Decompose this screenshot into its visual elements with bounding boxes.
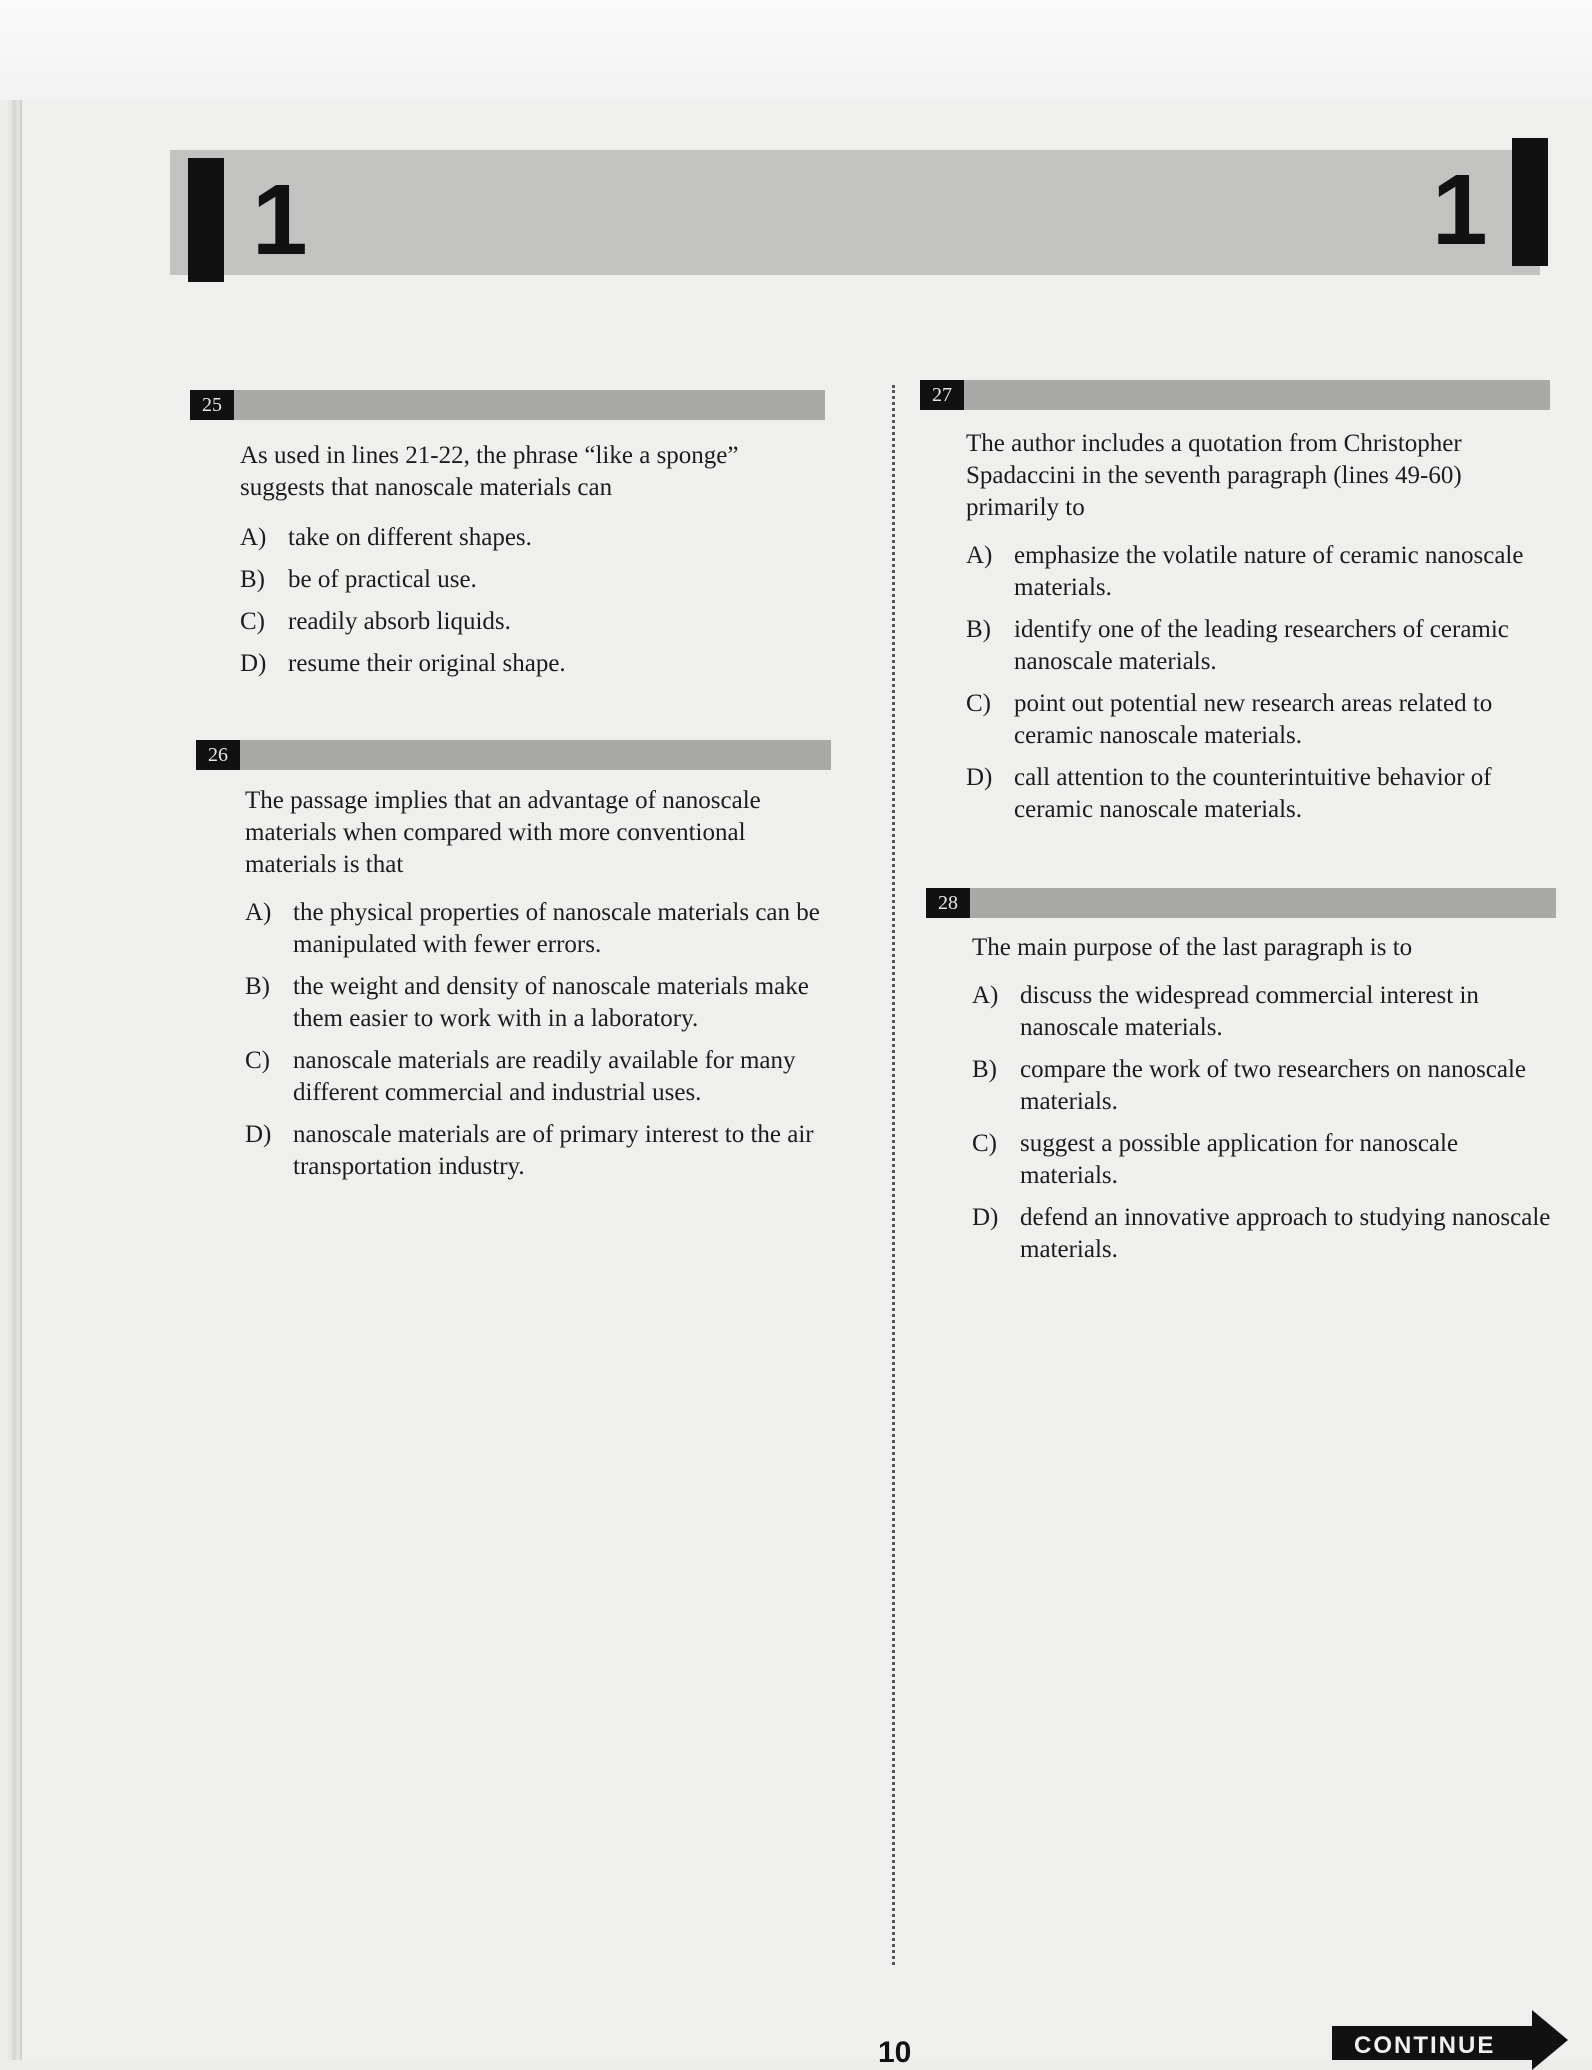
choice-letter: D)	[972, 1204, 999, 1231]
answer-choice-a[interactable]	[972, 980, 1552, 1044]
answer-choices	[240, 522, 810, 690]
answer-choice-c[interactable]	[972, 1128, 1552, 1192]
choice-text: the weight and density of nanoscale materials make them easier to work with in a laboratory.	[293, 973, 809, 1032]
choice-letter: A)	[972, 982, 999, 1009]
question-header	[196, 740, 831, 770]
choice-letter: C)	[966, 690, 991, 717]
choice-letter: D)	[245, 1121, 272, 1148]
answer-choice-d[interactable]	[972, 1202, 1552, 1266]
answer-choice-c[interactable]	[245, 1045, 845, 1109]
choice-letter: B)	[245, 973, 270, 1000]
choice-letter: B)	[972, 1056, 997, 1083]
question-header	[190, 390, 825, 420]
choice-letter: A)	[966, 542, 993, 569]
column-divider	[892, 385, 895, 1965]
question-stem: The main purpose of the last paragraph is to	[972, 934, 1413, 961]
section-number-right: 1	[1432, 154, 1488, 266]
choice-letter: C)	[245, 1047, 270, 1074]
question-number: 25	[190, 390, 234, 420]
choice-text: resume their original shape.	[288, 650, 566, 677]
choice-letter: C)	[972, 1130, 997, 1157]
answer-choice-c[interactable]	[240, 606, 810, 638]
choice-letter: D)	[966, 764, 993, 791]
choice-text: be of practical use.	[288, 566, 477, 593]
choice-letter: A)	[245, 899, 272, 926]
question-header	[920, 380, 1550, 410]
choice-text: emphasize the volatile nature of ceramic nanoscale materials.	[1014, 542, 1524, 601]
answer-choices	[972, 980, 1552, 1276]
question-number: 28	[926, 888, 970, 918]
choice-text: defend an innovative approach to studying nanoscale materials.	[1020, 1204, 1551, 1263]
choice-text: suggest a possible application for nanoscale materials.	[1020, 1130, 1459, 1189]
question-stem: The author includes a quotation from Christopher Spadaccini in the seventh paragraph (lines 49-60) primarily to	[966, 430, 1462, 521]
question-stem: The passage implies that an advantage of nanoscale materials when compared with more conventional materials is that	[245, 787, 761, 878]
section-marker-left	[188, 158, 224, 282]
answer-choice-a[interactable]	[240, 522, 810, 554]
choice-letter: D)	[240, 650, 267, 677]
question-number: 27	[920, 380, 964, 410]
choice-text: nanoscale materials are of primary interest to the air transportation industry.	[293, 1121, 814, 1180]
question-number: 26	[196, 740, 240, 770]
choice-text: take on different shapes.	[288, 524, 532, 551]
question-header	[926, 888, 1556, 918]
section-marker-right	[1512, 138, 1548, 266]
choice-text: discuss the widespread commercial interest in nanoscale materials.	[1020, 982, 1479, 1041]
answer-choice-b[interactable]	[972, 1054, 1552, 1118]
answer-choice-d[interactable]	[240, 648, 810, 680]
choice-letter: C)	[240, 608, 265, 635]
question-stem: As used in lines 21-22, the phrase “like a sponge” suggests that nanoscale materials can	[240, 442, 739, 501]
scan-margin	[0, 0, 1592, 100]
choice-text: call attention to the counterintuitive behavior of ceramic nanoscale materials.	[1014, 764, 1492, 823]
answer-choice-b[interactable]	[966, 614, 1556, 678]
choice-text: the physical properties of nanoscale materials can be manipulated with fewer errors.	[293, 899, 820, 958]
section-number-left: 1	[252, 164, 308, 276]
answer-choice-a[interactable]	[245, 897, 845, 961]
answer-choices	[245, 897, 845, 1193]
choice-text: nanoscale materials are readily available for many different commercial and industrial uses.	[293, 1047, 796, 1106]
choice-letter: A)	[240, 524, 267, 551]
choice-text: compare the work of two researchers on nanoscale materials.	[1020, 1056, 1527, 1115]
answer-choice-d[interactable]	[966, 762, 1556, 826]
answer-choice-a[interactable]	[966, 540, 1556, 604]
continue-label: CONTINUE	[1332, 2026, 1532, 2060]
answer-choice-c[interactable]	[966, 688, 1556, 752]
choice-text: identify one of the leading researchers of ceramic nanoscale materials.	[1014, 616, 1509, 675]
page-number: 10	[878, 2036, 912, 2069]
section-header-bar	[170, 150, 1540, 275]
answer-choice-b[interactable]	[245, 971, 845, 1035]
choice-letter: B)	[966, 616, 991, 643]
arrow-right-icon	[1532, 2010, 1568, 2070]
choice-text: point out potential new research areas related to ceramic nanoscale materials.	[1014, 690, 1493, 749]
choice-text: readily absorb liquids.	[288, 608, 511, 635]
answer-choice-d[interactable]	[245, 1119, 845, 1183]
answer-choices	[966, 540, 1556, 836]
answer-choice-b[interactable]	[240, 564, 810, 596]
choice-letter: B)	[240, 566, 265, 593]
